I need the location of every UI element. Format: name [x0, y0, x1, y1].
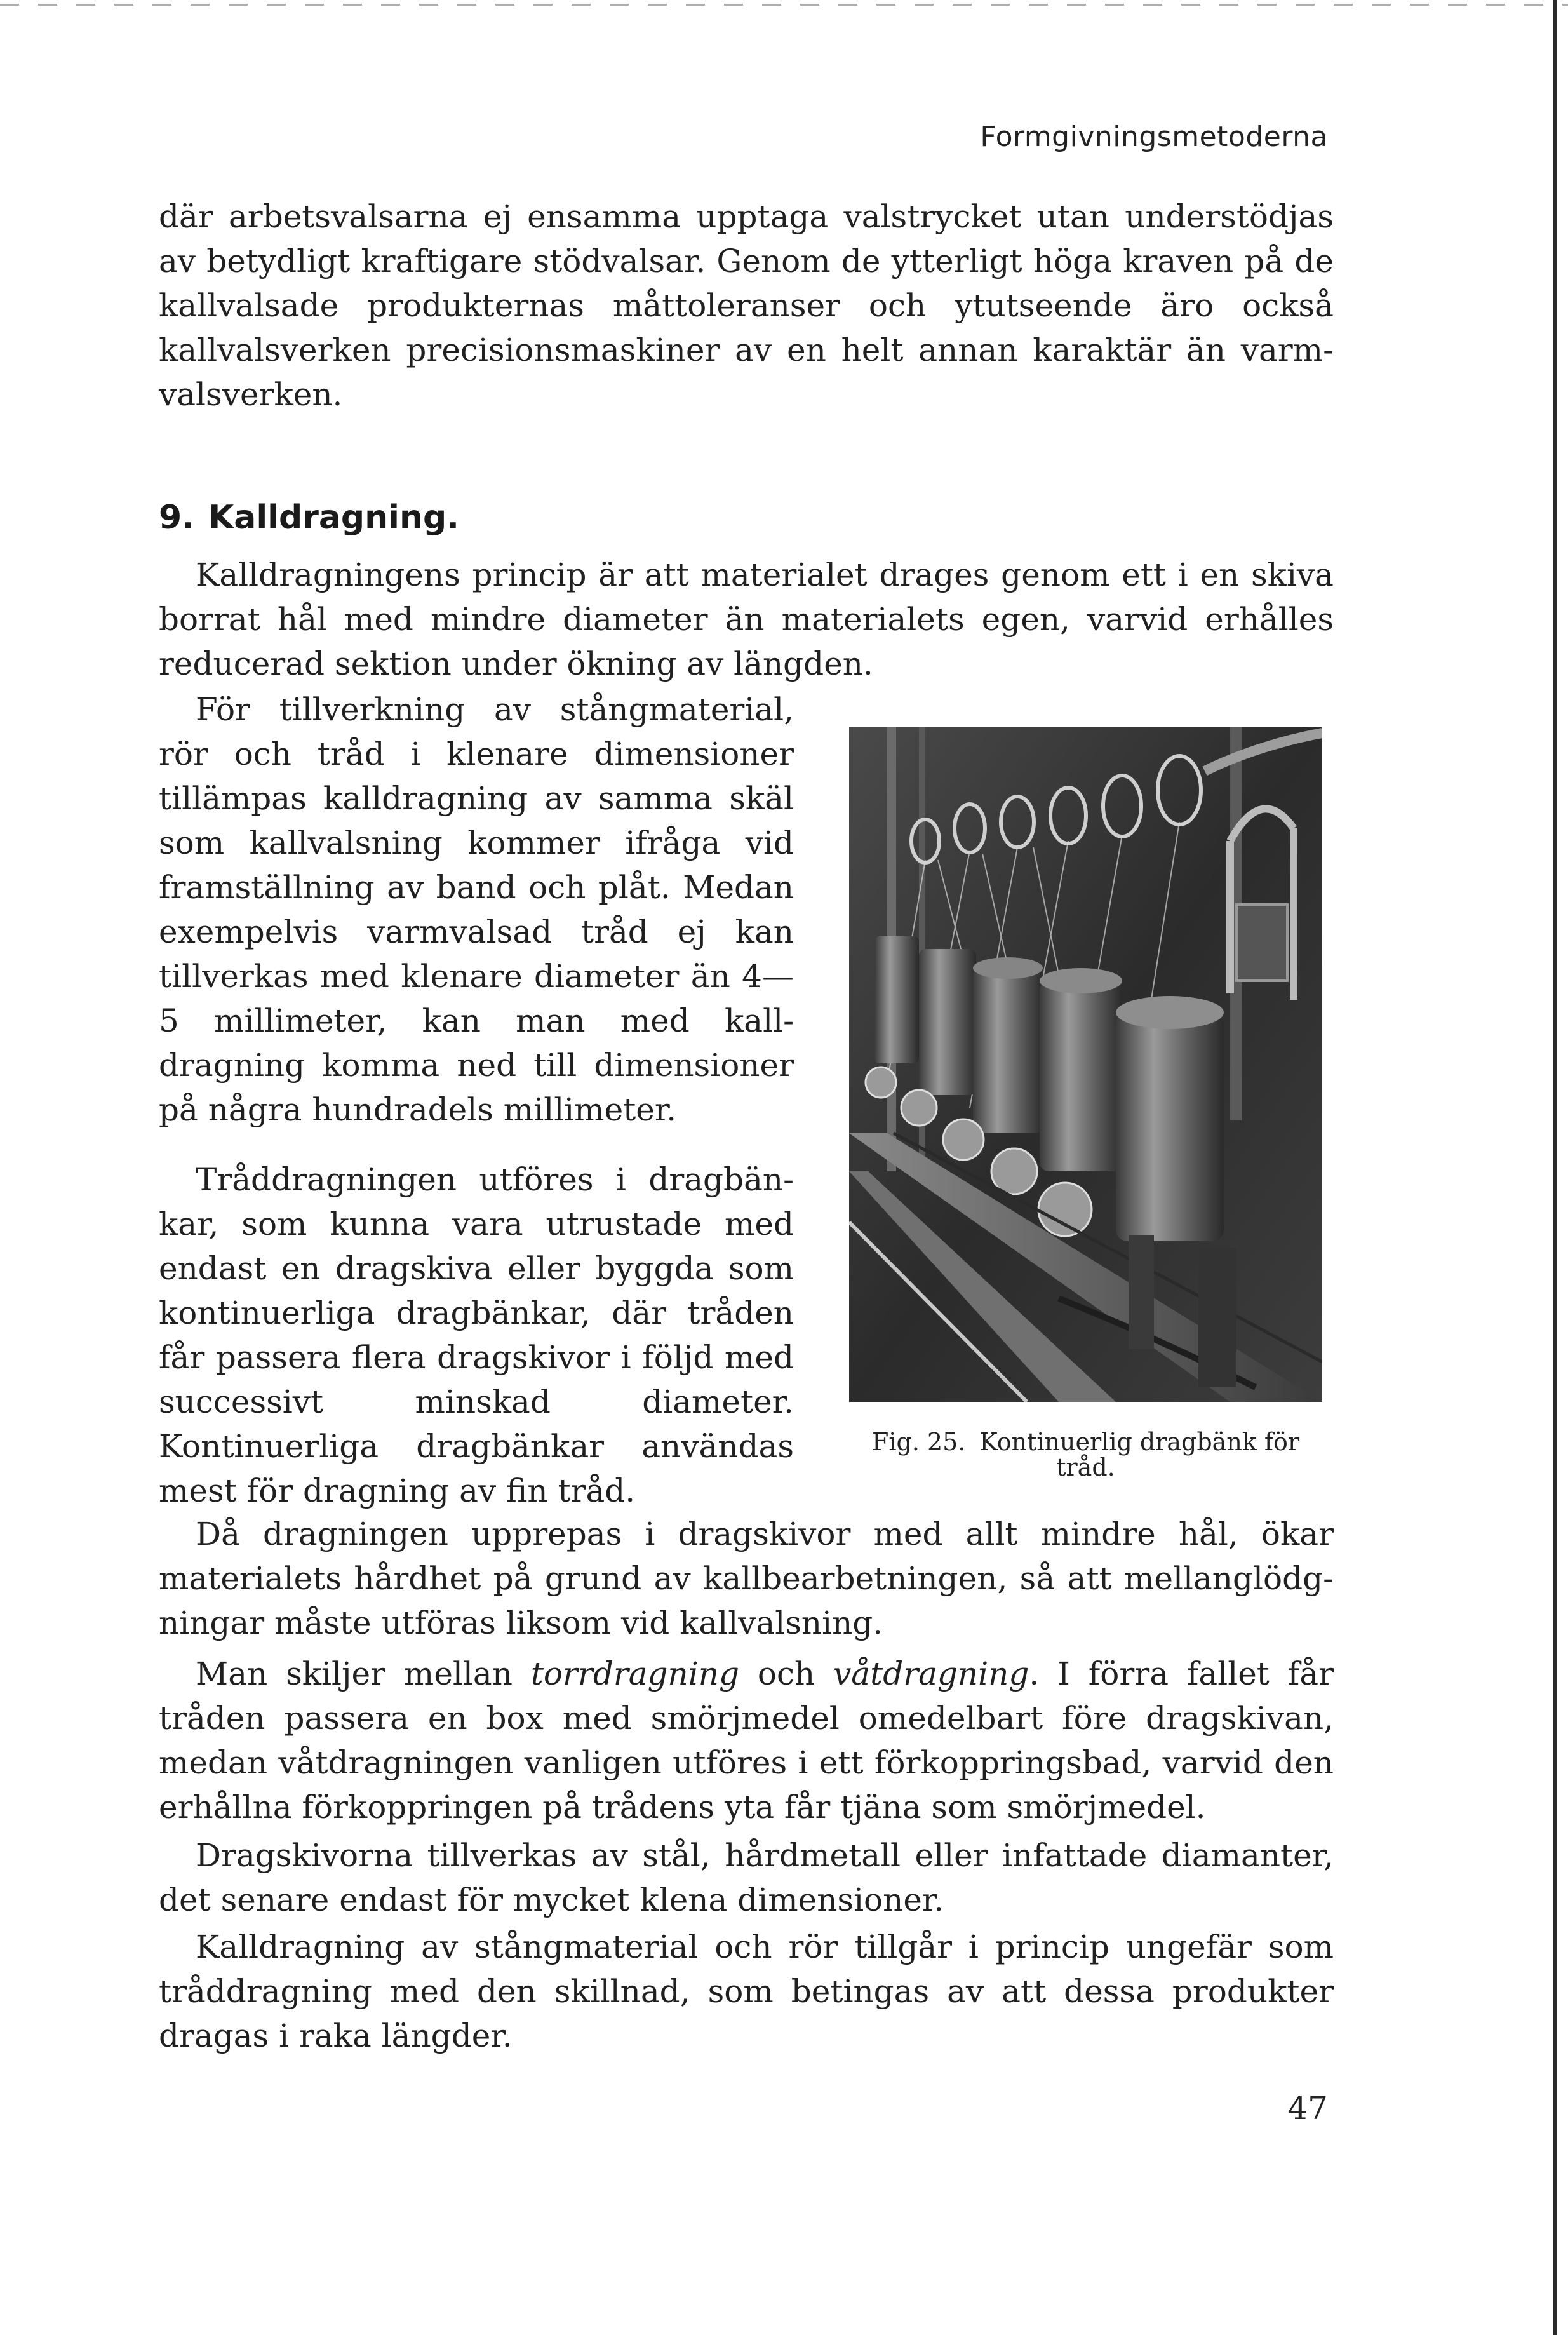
section-number: 9.	[159, 499, 194, 537]
term-torrdragning: torrdragning	[530, 1655, 739, 1692]
figure-caption	[849, 1429, 1322, 1480]
paragraph-wire-drawing: Tråddragningen utföres i dragbänkar, som kunna vara utrustade med endast en dragskiva eller byggda som kontinuerliga dragbänkar, där tråden får passera flera dragskivor i följd med successivt minskad diameter. Kontinuerliga dragbänkar användas mest för dragning av fin tråd.	[159, 1161, 794, 1509]
p5-mid: och	[739, 1655, 834, 1692]
paragraph-die-materials: Dragskivorna tillverkas av stål, hårdmetall eller infattade diamanter, det senare endast för mycket klena dimensioner.	[159, 1837, 1334, 1918]
figure-photo-drawing-bench	[849, 727, 1322, 1402]
p5-before: Man skiljer mellan	[196, 1655, 531, 1692]
term-vatdragning: våtdragning	[833, 1655, 1029, 1692]
scan-right-edge	[1553, 0, 1557, 2335]
paragraph-dry-wet-drawing	[159, 1652, 1334, 1829]
figure-number: Fig. 25.	[871, 1428, 966, 1456]
intro-paragraph: där arbetsvalsarna ej ensamma upptaga valstrycket utan understödjas av betydligt kraftigare stödvalsar. Genom de ytterligt höga kraven på de kallvalsade produkternas måttoleranser och ytutseende äro också kallvalsverken precisionsmaskiner av en helt annan karaktär än varmvalsverken.	[159, 198, 1334, 413]
running-head: Formgivningsmetoderna	[980, 121, 1328, 153]
paragraph-manufacturing: För tillverkning av stångmaterial, rör och tråd i klenare dimensioner tillämpas kalldragning av samma skäl som kallvalsning kommer ifråga vid framställning av band och plåt. Medan exempelvis varmvalsad tråd ej kan tillverkas med klenare diameter än 4—5 millimeter, kan man med kalldragning komma ned till dimensioner på några hundradels millimeter.	[159, 691, 794, 1128]
paragraph-hardening: Då dragningen upprepas i dragskivor med allt mindre hål, ökar materialets hårdhet på grund av kallbearbetningen, så att mellanglödgningar måste utföras liksom vid kallvalsning.	[159, 1516, 1334, 1641]
scan-top-edge	[0, 4, 1568, 6]
section-heading	[159, 499, 459, 537]
drawing-bench-photo	[849, 727, 1322, 1402]
page-number: 47	[1287, 2090, 1328, 2127]
paragraph-principle: Kalldragningens princip är att materialet drages genom ett i en skiva borrat hål med mindre diameter än materialets egen, varvid erhålles reducerad sektion under ökning av längden.	[159, 556, 1334, 682]
figure-caption-text: Kontinuerlig dragbänk för tråd.	[979, 1428, 1300, 1481]
paragraph-bar-tube-drawing: Kalldragning av stångmaterial och rör tillgår i princip ungefär som tråddragning med den skillnad, som betingas av att dessa produkter dragas i raka längder.	[159, 1928, 1334, 2054]
p5-after: . I förra fallet får tråden passera en box med smörjmedel omedelbart före dragskivan, medan våtdragningen vanligen utföres i ett förkoppringsbad, varvid den erhållna förkoppringen på trådens yta får tjäna som smörjmedel.	[159, 1655, 1334, 1826]
section-title: Kalldragning.	[208, 499, 459, 537]
